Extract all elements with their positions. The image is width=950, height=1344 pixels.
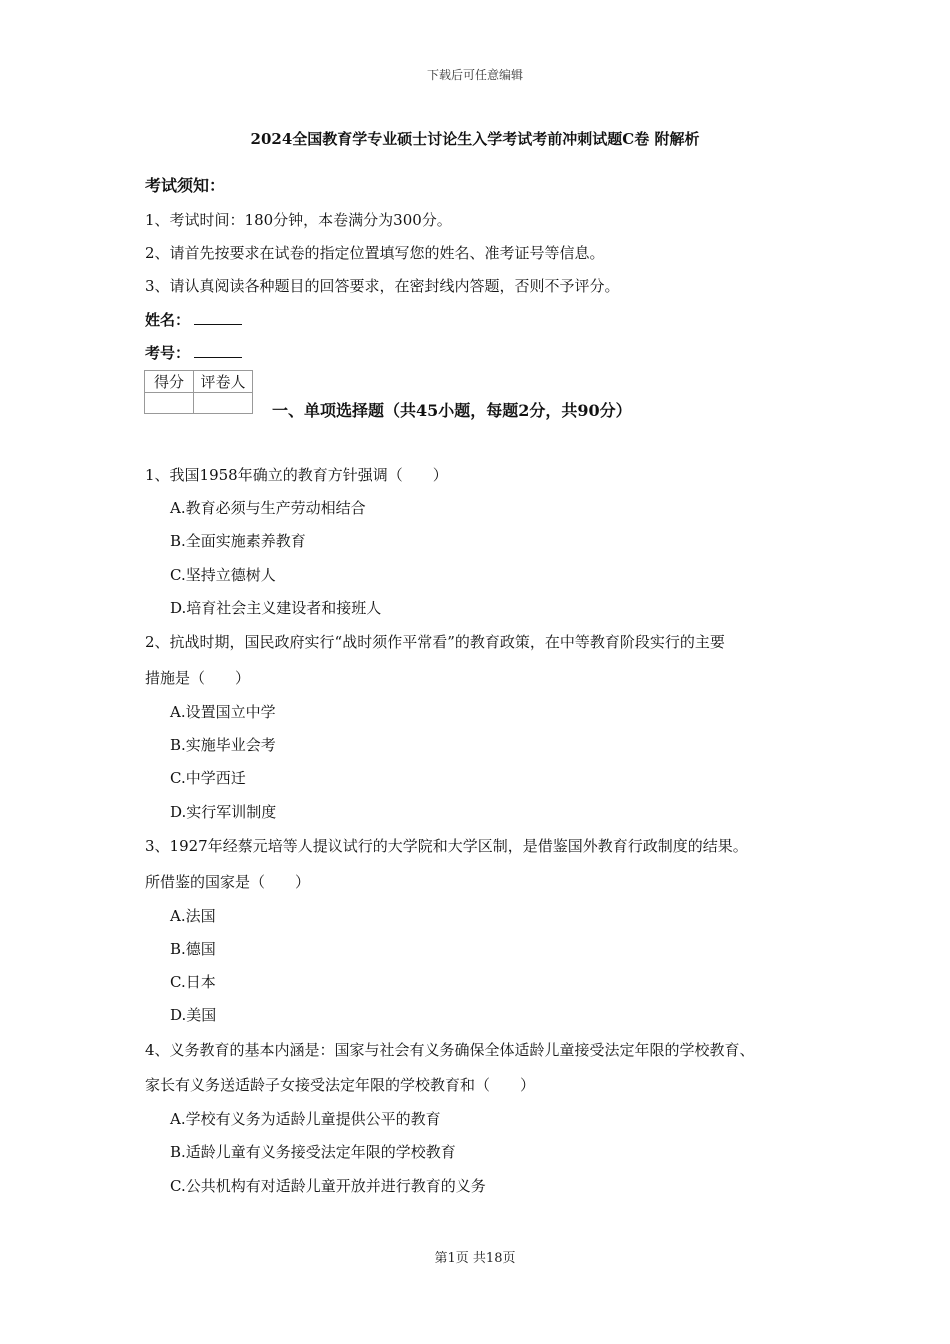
question-text: 3、1927年经蔡元培等人提议试行的大学院和大学区制，是借鉴国外教育行政制度的结果。 xyxy=(145,837,748,855)
notice-item: 3、请认真阅读各种题目的回答要求，在密封线内答题，否则不予评分。 xyxy=(145,277,620,295)
question-option: C.日本 xyxy=(170,973,216,991)
name-label: 姓名： xyxy=(145,311,191,329)
name-field xyxy=(145,309,242,330)
question-text: 2、抗战时期，国民政府实行“战时须作平常看”的教育政策，在中等教育阶段实行的主要 xyxy=(145,633,725,651)
question-option: C.中学西迁 xyxy=(170,769,246,787)
question-option: B.适龄儿童有义务接受法定年限的学校教育 xyxy=(170,1143,456,1161)
notice-item: 1、考试时间：180分钟，本卷满分为300分。 xyxy=(145,211,452,229)
section-title: 一、单项选择题（共45小题，每题2分，共90分） xyxy=(272,401,632,420)
name-blank[interactable] xyxy=(194,310,242,325)
notice-heading: 考试须知： xyxy=(145,176,226,195)
question-option: A.法国 xyxy=(170,907,216,925)
header-note: 下载后可任意编辑 xyxy=(426,68,523,82)
notice-item: 2、请首先按要求在试卷的指定位置填写您的姓名、准考证号等信息。 xyxy=(145,244,605,262)
score-cell xyxy=(145,393,194,414)
score-header: 得分 xyxy=(145,371,194,393)
question-text: 4、义务教育的基本内涵是：国家与社会有义务确保全体适龄儿童接受法定年限的学校教育、 xyxy=(145,1041,755,1059)
question-text: 措施是（ ） xyxy=(145,669,251,687)
question-option: C.公共机构有对适龄儿童开放并进行教育的义务 xyxy=(170,1177,486,1195)
question-option: A.教育必须与生产劳动相结合 xyxy=(170,499,366,517)
id-field xyxy=(145,342,242,363)
question-option: D.美国 xyxy=(170,1006,217,1024)
question-option: D.培育社会主义建设者和接班人 xyxy=(170,599,382,617)
question-text: 家长有义务送适龄子女接受法定年限的学校教育和（ ） xyxy=(145,1076,536,1094)
id-label: 考号： xyxy=(145,344,191,362)
document-title: 2024全国教育学专业硕士讨论生入学考试考前冲刺试题C卷 附解析 xyxy=(250,130,700,148)
question-option: D.实行军训制度 xyxy=(170,803,277,821)
question-option: B.全面实施素养教育 xyxy=(170,532,306,550)
question-option: B.德国 xyxy=(170,940,216,958)
id-blank[interactable] xyxy=(194,343,242,358)
question-option: B.实施毕业会考 xyxy=(170,736,276,754)
question-text: 所借鉴的国家是（ ） xyxy=(145,873,311,891)
question-text: 1、我国1958年确立的教育方针强调（ ） xyxy=(145,466,448,484)
question-option: A.设置国立中学 xyxy=(170,703,276,721)
score-table xyxy=(144,370,253,414)
grader-header: 评卷人 xyxy=(194,371,253,393)
question-option: A.学校有义务为适龄儿童提供公平的教育 xyxy=(170,1110,441,1128)
grader-cell xyxy=(194,393,253,414)
page-footer: 第1页 共18页 xyxy=(434,1251,516,1266)
question-option: C.坚持立德树人 xyxy=(170,566,276,584)
